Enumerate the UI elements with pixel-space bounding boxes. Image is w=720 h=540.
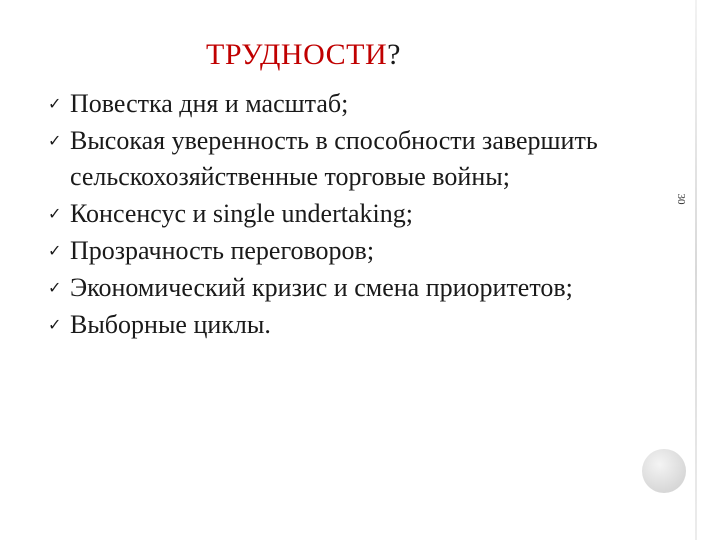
bullet-text: Экономический кризис и смена приоритетов; — [70, 273, 573, 302]
title-question-mark: ? — [387, 38, 401, 71]
check-icon: ✓ — [48, 278, 62, 297]
slide-number: 30 — [675, 193, 687, 205]
bullet-item — [48, 233, 668, 269]
bullet-text: Повестка дня и масштаб; — [70, 89, 349, 118]
check-icon: ✓ — [48, 315, 62, 334]
bullet-text: Консенсус и single undertaking; — [70, 199, 413, 228]
check-icon: ✓ — [48, 204, 62, 223]
check-icon: ✓ — [48, 131, 62, 150]
vertical-rule — [695, 0, 697, 540]
bullet-item — [48, 86, 668, 122]
bullet-item — [48, 270, 668, 306]
bullet-item — [48, 196, 668, 232]
bullet-text: Выборные циклы. — [70, 310, 271, 339]
title-text: ТРУДНОСТИ — [206, 38, 388, 71]
bullet-text: Прозрачность переговоров; — [70, 236, 375, 265]
check-icon: ✓ — [48, 94, 62, 113]
decorative-circle — [642, 449, 686, 493]
bullet-item — [48, 123, 668, 195]
bullet-list — [48, 86, 668, 344]
bullet-item — [48, 307, 668, 343]
bullet-text: Высокая уверенность в способности завершить сельскохозяйственные торговые войны; — [70, 126, 598, 191]
check-icon: ✓ — [48, 241, 62, 260]
slide-title — [206, 38, 401, 72]
